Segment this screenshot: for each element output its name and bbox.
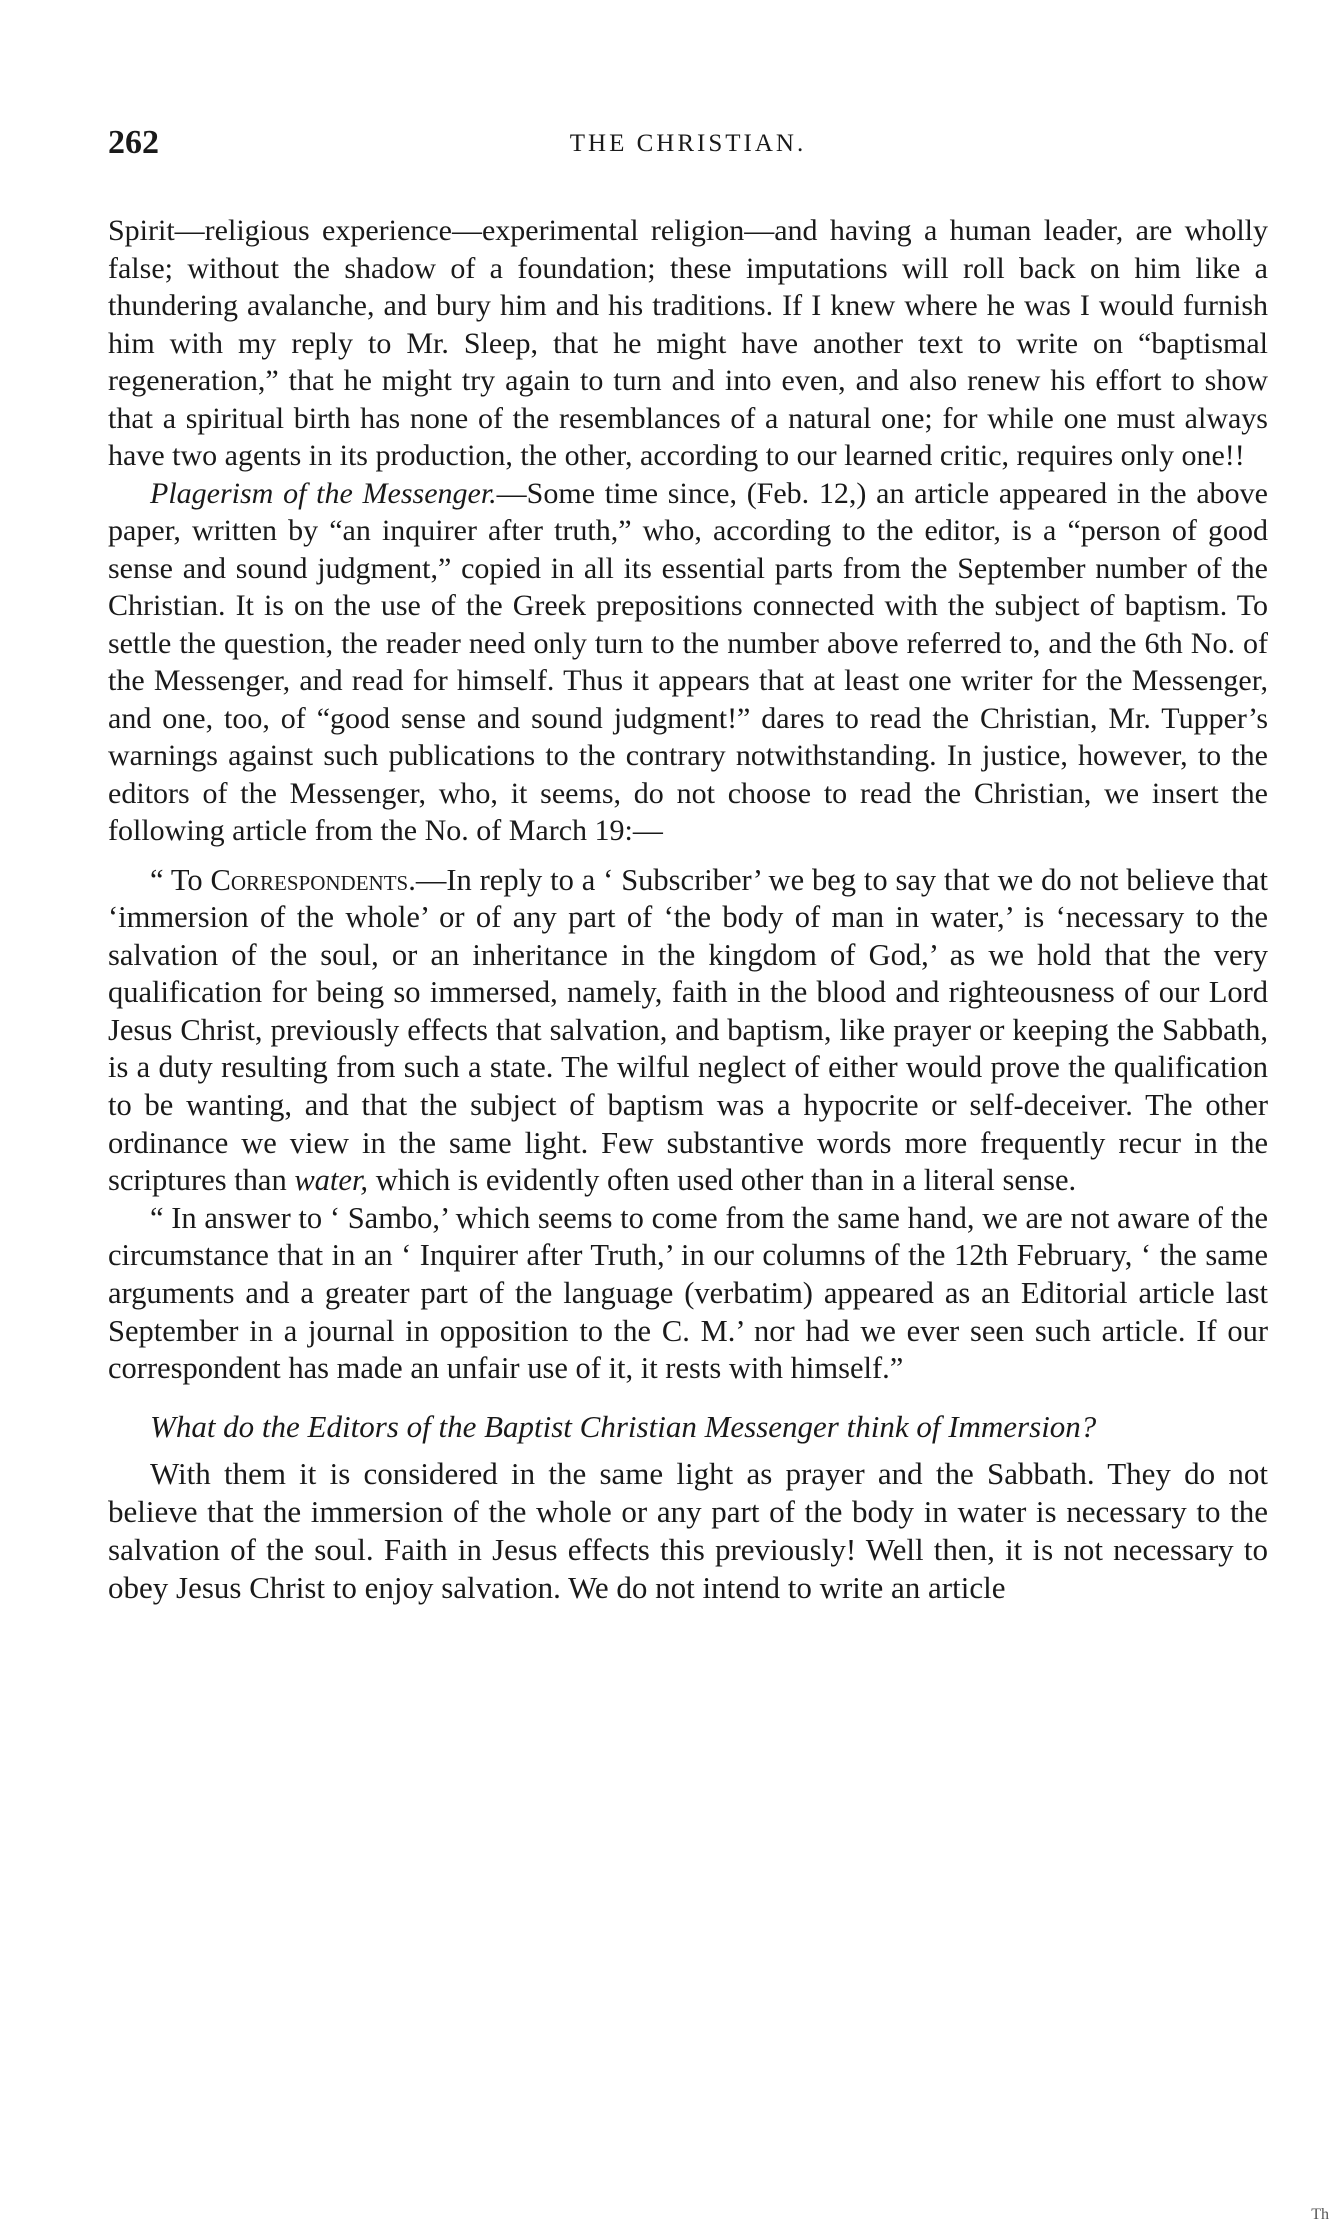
final-paragraph-wrapper: [108, 1455, 1268, 1607]
correspondents-label: Correspondents.: [210, 862, 416, 897]
quote-paragraph-sambo: “ In answer to ‘ Sambo,’ which seems to come from the same hand, we are not aware of the circumstance that in an ‘ Inquirer after Truth,’ in our columns of the 12th February, ‘ the same arguments and a greater part of the language (verbatim) appeared as an Editorial article last September in a journal in opposition to the C. M.’ nor had we ever seen such article. If our correspondent has made an unfair use of it, it rests with himself.”: [108, 1200, 1268, 1386]
quote-paragraph-text: —In reply to a ‘ Subscriber’ we beg to say that we do not believe that ‘immersion of the whole’ or of any part of ‘the body of man in water,’ is ‘necessary to the salvation of the soul, or an inheritance in the kingdom of God,’ as we hold that the very qualification for being so immersed, namely, faith in the blood and righteousness of our Lord Jesus Christ, previously effects that salvation, and baptism, like prayer or keeping the Sabbath, is a duty resulting from such a state. The wilful neglect of either would prove the qualification to be wanting, and that the subject of baptism was a hypocrite or self-deceiver. The other ordinance we view in the same light. Few substantive words more frequently recur in the scriptures than: [108, 862, 1268, 1198]
document-page: [108, 120, 1268, 1607]
section-heading-plagiarism: Plagerism of the Messenger.: [150, 476, 497, 510]
paragraph-continued: Spirit—religious experience—experimental religion—and having a human leader, are wholly false; without the shadow of a foundation; these imputations will roll back on him like a thundering avalanche, and bury him and his traditions. If I knew where he was I would furnish him with my reply to Mr. Sleep, that he might have another text to write on “baptismal regeneration,” that he might try again to turn and into even, and also renew his effort to show that a spiritual birth has none of the resemblances of a natural one; for while one must always have two agents in its production, the other, according to our learned critic, requires only one!!: [108, 214, 1268, 472]
quoted-article: [108, 862, 1268, 1388]
emphasis-water: water,: [294, 1163, 369, 1198]
paragraph-plagiarism: [108, 475, 1268, 850]
quote-paragraph-correspondents: [108, 862, 1268, 1200]
page-header: [108, 120, 1268, 176]
quote-open: “ To: [150, 862, 211, 897]
catchword: Th: [1311, 2206, 1329, 2223]
running-title: THE CHRISTIAN.: [569, 130, 807, 157]
final-paragraph: With them it is considered in the same light as prayer and the Sabbath. They do not believe that the immersion of the whole or any part of the body in water is necessary to the salvation of the soul. Faith in Jesus effects this previously! Well then, it is not necessary to obey Jesus Christ to enjoy salvation. We do not intend to write an article: [108, 1455, 1268, 1605]
question-heading: What do the Editors of the Baptist Christian Messenger think of Immersion?: [150, 1408, 1097, 1444]
quote-paragraph-end: which is evidently often used other than in a literal sense.: [368, 1163, 1077, 1198]
paragraph-plagiarism-text: —Some time since, (Feb. 12,) an article appeared in the above paper, written by “an inquirer after truth,” who, according to the editor, is a “person of good sense and sound judgment,” copied in all its essential parts from the September number of the Christian. It is on the use of the Greek prepositions connected with the subject of baptism. To settle the question, the reader need only turn to the number above referred to, and the 6th No. of the Messenger, and read for himself. Thus it appears that at least one writer for the Messenger, and one, too, of “good sense and sound judgment!” dares to read the Christian, Mr. Tupper’s warnings against such publications to the contrary notwithstanding. In justice, however, to the editors of the Messenger, who, it seems, do not choose to read the Christian, we insert the following article from the No. of March 19:—: [108, 476, 1268, 847]
body-text: [108, 212, 1268, 850]
page-number: 262: [108, 124, 159, 161]
